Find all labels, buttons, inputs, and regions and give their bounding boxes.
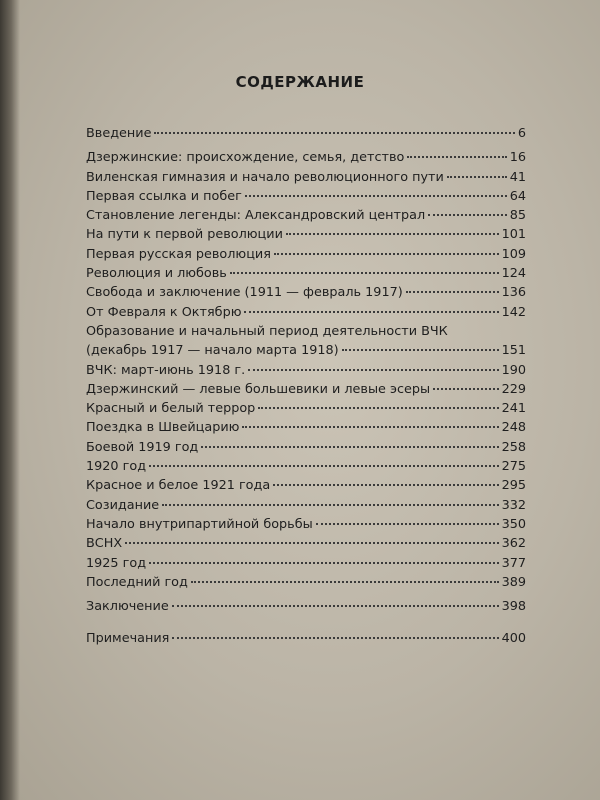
dot-leader [245, 195, 507, 197]
dot-leader [316, 523, 499, 525]
toc-entry-page: 16 [509, 150, 526, 166]
toc-entry [86, 225, 526, 244]
dot-leader [407, 156, 506, 158]
dot-leader [428, 214, 507, 216]
toc-entry [86, 534, 526, 553]
dot-leader [273, 484, 498, 486]
toc-entry-title: Красный и белый террор [86, 401, 256, 417]
dot-leader [230, 272, 499, 274]
toc-entry-title: Примечания [86, 631, 170, 647]
toc-entry-page: 124 [501, 266, 526, 282]
toc-entry-page: 377 [501, 555, 526, 571]
toc-entry-title: Боевой 1919 год [86, 439, 199, 455]
toc-entry-title: Заключение [86, 599, 169, 615]
toc-entry-page: 350 [501, 516, 526, 532]
dot-leader [125, 542, 498, 544]
dot-leader [286, 233, 499, 235]
toc-entry-page: 142 [501, 304, 526, 320]
toc-entry-title: На пути к первой революции [86, 227, 283, 243]
toc-entry [86, 573, 526, 592]
dot-leader [149, 465, 499, 467]
toc-entry-title: Дзержинские: происхождение, семья, детство [86, 150, 405, 166]
toc-entry-page: 295 [501, 478, 526, 494]
toc-entry-title: ВСНХ [86, 536, 123, 552]
toc-entry-title: Созидание [86, 497, 160, 513]
toc-entry [86, 283, 526, 302]
toc-entry-page: 109 [501, 246, 526, 262]
toc-entry-page: 151 [501, 343, 526, 359]
toc-entry [86, 457, 526, 476]
toc-entry-page: 248 [501, 420, 526, 436]
dot-leader [172, 605, 499, 607]
toc-entry-page: 398 [501, 599, 526, 615]
toc-entry-page: 190 [501, 362, 526, 378]
toc-entry-page: 362 [501, 536, 526, 552]
toc-entry-title: Введение [86, 126, 152, 141]
dot-leader [154, 132, 514, 134]
toc-entry [86, 245, 526, 264]
toc-entry [86, 418, 526, 437]
dot-leader [242, 426, 498, 428]
toc-entry [86, 554, 526, 573]
toc-entry-title: Красное и белое 1921 года [86, 478, 271, 494]
toc-entry [86, 399, 526, 418]
toc-entry [86, 148, 526, 167]
toc-entry-title: От Февраля к Октябрю [86, 304, 242, 320]
toc-entry-page: 258 [501, 439, 526, 455]
toc-entry [86, 438, 526, 457]
dot-leader [248, 369, 498, 371]
toc-entry-page: 400 [501, 631, 526, 647]
toc-entry-page: 275 [501, 459, 526, 475]
toc-entry-title: 1920 год [86, 459, 147, 475]
toc-entry-title: Начало внутрипартийной борьбы [86, 516, 313, 532]
toc-entry [86, 496, 526, 515]
toc-entry [86, 597, 526, 616]
toc-entry-page: 85 [509, 208, 526, 224]
toc-entry-page: 332 [501, 497, 526, 513]
toc-entry-page: 101 [501, 227, 526, 243]
book-gutter-shadow [0, 0, 20, 800]
toc-entry-page: 6 [517, 126, 526, 141]
dot-leader [172, 637, 498, 639]
toc-entry [86, 303, 526, 322]
toc-entry [86, 168, 526, 187]
dot-leader [274, 253, 499, 255]
toc-entry-title: Свобода и заключение (1911 — февраль 1917) [86, 285, 403, 301]
toc-entry-title: ВЧК: март-июнь 1918 г. [86, 362, 246, 378]
toc-entry-title: Первая русская революция [86, 246, 271, 262]
dot-leader [191, 581, 499, 583]
toc-entry-title: Виленская гимназия и начало революционного пути [86, 169, 444, 185]
toc-entry-page: 389 [501, 574, 526, 590]
dot-leader [406, 291, 499, 293]
toc-entry-title: Образование и начальный период деятельности ВЧК [86, 323, 448, 339]
toc-entry-title: Поездка в Швейцарию [86, 420, 240, 436]
dot-leader [149, 562, 499, 564]
toc-entry [86, 187, 526, 206]
toc-entry [86, 361, 526, 380]
toc-entry-page: 41 [509, 169, 526, 185]
toc-entry [86, 515, 526, 534]
table-of-contents [86, 124, 526, 649]
toc-entry [86, 322, 526, 361]
toc-entry [86, 476, 526, 495]
dot-leader [244, 311, 498, 313]
toc-entry-title: 1925 год [86, 555, 147, 571]
dot-leader [447, 176, 507, 178]
toc-entry-title: Первая ссылка и побег [86, 188, 242, 204]
toc-entry [86, 206, 526, 225]
toc-entry-title: Революция и любовь [86, 266, 227, 282]
dot-leader [342, 349, 499, 351]
toc-entry-title: Дзержинский — левые большевики и левые эсеры [86, 381, 431, 397]
toc-entry-page: 64 [509, 188, 526, 204]
toc-entry-page: 241 [501, 401, 526, 417]
toc-heading: СОДЕРЖАНИЕ [235, 73, 365, 91]
dot-leader [201, 446, 498, 448]
toc-entry [86, 264, 526, 283]
toc-entry [86, 380, 526, 399]
dot-leader [162, 504, 498, 506]
toc-entry-title-continued: (декабрь 1917 — начало марта 1918) [86, 343, 339, 359]
dot-leader [433, 388, 498, 390]
dot-leader [258, 407, 498, 409]
toc-entry-title: Становление легенды: Александровский централ [86, 208, 426, 224]
toc-entry-title: Последний год [86, 574, 188, 590]
toc-entry-page: 229 [501, 381, 526, 397]
toc-entry-page: 136 [501, 285, 526, 301]
toc-entry [86, 629, 526, 648]
toc-entry [86, 124, 526, 143]
